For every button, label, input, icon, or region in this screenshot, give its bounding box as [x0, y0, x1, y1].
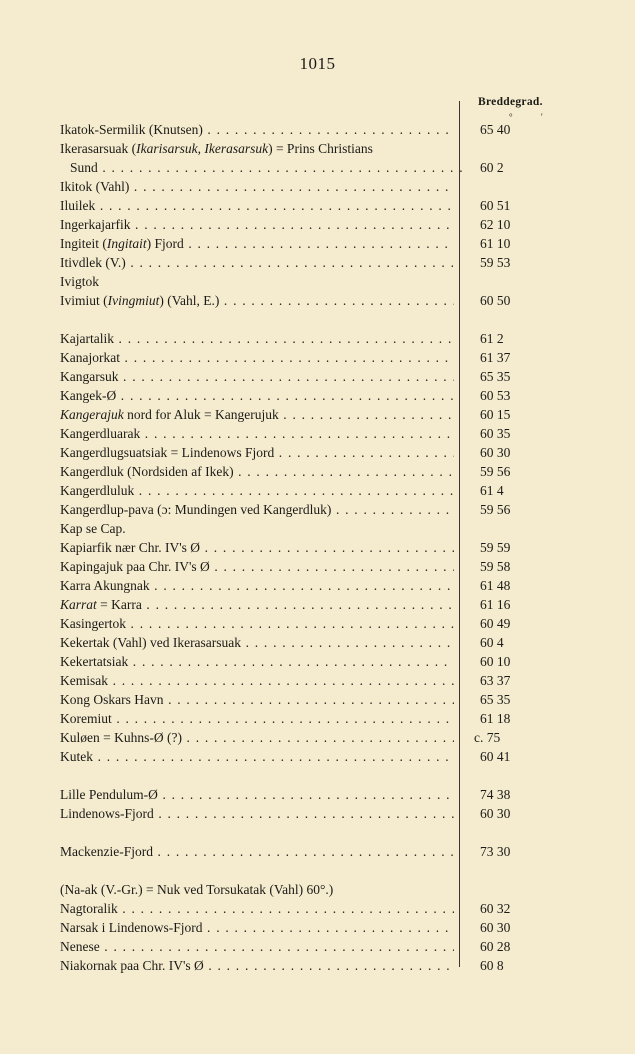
entry-latitude: c. 75: [474, 730, 501, 745]
entry-name: Kajartalik . . .: [60, 329, 454, 348]
entry-row: [60, 405, 600, 424]
entry-row: [60, 139, 600, 158]
entry-latitude: 65 35: [480, 692, 511, 707]
page-number: 1015: [299, 54, 336, 73]
entry-name: Lille Pendulum-Ø . . .: [60, 785, 454, 804]
entry-name: Karra Akungnak . . .: [60, 576, 454, 595]
entry-row: [60, 481, 600, 500]
entry-row: [60, 215, 600, 234]
entry-row: [60, 576, 600, 595]
entry-name: Koremiut . . .: [60, 709, 454, 728]
entry-latitude: 60 2: [480, 160, 504, 175]
entry-name: Kap se Cap.: [60, 521, 126, 536]
entry-row: [60, 253, 600, 272]
entry-name: Niakornak paa Chr. IV's Ø . . .: [60, 956, 454, 975]
entry-latitude: 61 4: [480, 483, 504, 498]
entry-name: Kong Oskars Havn . . .: [60, 690, 454, 709]
entry-name: Kangarsuk . . .: [60, 367, 454, 386]
entry-name: Mackenzie-Fjord . . .: [60, 842, 454, 861]
entry-row: [60, 690, 600, 709]
entry-name: Ikitok (Vahl) . . .: [60, 177, 454, 196]
entry-latitude: 60 53: [480, 388, 511, 403]
entry-row: [60, 842, 600, 861]
entry-row: [60, 804, 600, 823]
entry-name: Iluilek . . .: [60, 196, 454, 215]
degree-minute-marks: ° ′: [509, 112, 556, 122]
entry-row: [60, 443, 600, 462]
entry-name: Lindenows-Fjord . . .: [60, 804, 454, 823]
entry-row: [60, 519, 600, 538]
entry-name: Narsak i Lindenows-Fjord . . .: [60, 918, 454, 937]
entry-name: Kapiarfik nær Chr. IV's Ø . . .: [60, 538, 454, 557]
entry-latitude: 65 35: [480, 369, 511, 384]
entry-name: Nagtoralik . . .: [60, 899, 454, 918]
entry-latitude: 61 18: [480, 711, 511, 726]
entry-row: [60, 918, 600, 937]
entry-name: Kutek . . .: [60, 747, 454, 766]
entry-row: [60, 557, 600, 576]
entry-row: [60, 956, 600, 975]
entry-name: Ikerasarsuak (Ikarisarsuk, Ikerasarsuk) = Prins Christians: [60, 141, 373, 156]
entry-name: Ingerkajarfik . . .: [60, 215, 454, 234]
entry-latitude: 60 10: [480, 654, 511, 669]
entry-latitude: 61 48: [480, 578, 511, 593]
entry-name: Ivigtok: [60, 274, 99, 289]
entry-row: [60, 899, 600, 918]
entry-name: Kuløen = Kuhns-Ø (?) . . .: [60, 728, 454, 747]
entry-latitude: 60 35: [480, 426, 511, 441]
entry-row: [60, 595, 600, 614]
entry-latitude: 60 32: [480, 901, 511, 916]
entry-latitude: 59 58: [480, 559, 511, 574]
entry-latitude: 60 50: [480, 293, 511, 308]
entry-row: [60, 462, 600, 481]
entry-row: [60, 272, 600, 291]
entry-latitude: 74 38: [480, 787, 511, 802]
entry-latitude: 61 10: [480, 236, 511, 251]
entry-name: Kangerdluarak . . .: [60, 424, 454, 443]
entry-row: [60, 424, 600, 443]
entry-latitude: 60 30: [480, 920, 511, 935]
entry-name: Nenese . . .: [60, 937, 454, 956]
entry-name: Itivdlek (V.) . . .: [60, 253, 454, 272]
entry-row: [60, 500, 600, 519]
entry-name: Sund . . .: [70, 158, 464, 177]
entry-name: Kangek-Ø . . .: [60, 386, 454, 405]
entry-name: Kapingajuk paa Chr. IV's Ø . . .: [60, 557, 454, 576]
entry-row: [60, 709, 600, 728]
entry-row: [60, 747, 600, 766]
entry-latitude: 73 30: [480, 844, 511, 859]
column-header-latitude: Breddegrad.: [478, 96, 543, 108]
entry-name: Kangerdlup-pava (ɔ: Mundingen ved Kangerdluk) . . .: [60, 500, 454, 519]
entry-row: [60, 386, 600, 405]
entry-row: [60, 196, 600, 215]
entry-row: [60, 120, 600, 139]
entry-latitude: 61 37: [480, 350, 511, 365]
entry-latitude: 60 4: [480, 635, 504, 650]
entry-name: Kangerdluk (Nordsiden af Ikek) . . .: [60, 462, 454, 481]
entry-row: [60, 633, 600, 652]
entry-row: [60, 367, 600, 386]
entry-latitude: 60 49: [480, 616, 511, 631]
entry-row: [60, 291, 600, 310]
entry-latitude: 60 51: [480, 198, 511, 213]
entry-row: [60, 329, 600, 348]
entry-name: Kekertak (Vahl) ved Ikerasarsuak . . .: [60, 633, 454, 652]
entry-name: Kasingertok . . .: [60, 614, 454, 633]
entry-latitude: 59 53: [480, 255, 511, 270]
entry-name: (Na-ak (V.-Gr.) = Nuk ved Torsukatak (Vahl) 60°.): [60, 882, 334, 897]
entry-latitude: 59 59: [480, 540, 511, 555]
entry-latitude: 61 16: [480, 597, 511, 612]
entry-latitude: 60 8: [480, 958, 504, 973]
entry-name: Kanajorkat . . .: [60, 348, 454, 367]
entry-row: [60, 785, 600, 804]
entry-latitude: 60 15: [480, 407, 511, 422]
entry-row: [60, 937, 600, 956]
entry-latitude: 60 41: [480, 749, 511, 764]
entry-row: [60, 234, 600, 253]
entry-name: Ivimiut (Ivingmiut) (Vahl, E.) . . .: [60, 291, 454, 310]
entry-row: [60, 728, 600, 747]
entry-name: Kangerdluluk . . .: [60, 481, 454, 500]
entry-latitude: 61 2: [480, 331, 504, 346]
entry-latitude: 59 56: [480, 464, 511, 479]
entry-row: [60, 538, 600, 557]
entry-name: Kangerajuk nord for Aluk = Kangerujuk . . .: [60, 405, 454, 424]
entry-row: [60, 158, 600, 177]
entry-row: [60, 614, 600, 633]
entry-name: Ingiteit (Ingitait) Fjord . . .: [60, 234, 454, 253]
entry-latitude: 62 10: [480, 217, 511, 232]
entry-name: Kemisak . . .: [60, 671, 454, 690]
entry-latitude: 60 28: [480, 939, 511, 954]
entry-row: [60, 652, 600, 671]
entry-name: Kekertatsiak . . .: [60, 652, 454, 671]
entry-name: Kangerdlugsuatsiak = Lindenows Fjord . . .: [60, 443, 454, 462]
entry-row: [60, 177, 600, 196]
entry-name: Karrat = Karra . . .: [60, 595, 454, 614]
entry-latitude: 65 40: [480, 122, 511, 137]
entry-latitude: 60 30: [480, 445, 511, 460]
entry-name: Ikatok-Sermilik (Knutsen) . . .: [60, 120, 454, 139]
entry-latitude: 59 56: [480, 502, 511, 517]
entry-row: [60, 880, 600, 899]
entry-latitude: 60 30: [480, 806, 511, 821]
entry-latitude: 63 37: [480, 673, 511, 688]
entry-row: [60, 671, 600, 690]
entry-row: [60, 348, 600, 367]
